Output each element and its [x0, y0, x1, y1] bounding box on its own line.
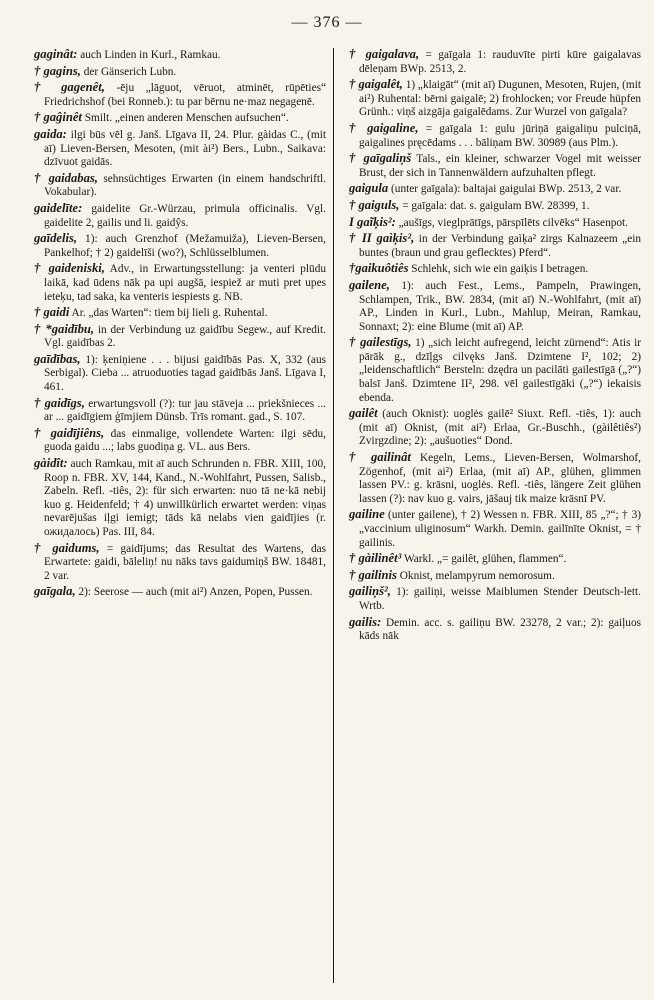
entry-definition: das einmalige, vollendete Warten: ilgi sēdu, guoda gaidu ...; labs guodiņa g. VL. aus Bers. — [44, 427, 326, 454]
entry-definition: erwartungsvoll (?): tur jau stāveja ... priekšnieces ... ar ... gaidīgiem ģīmjiem Dünsb. Trīs romant. gad., S. 107. — [44, 397, 326, 424]
dictionary-entry — [34, 232, 326, 260]
dictionary-entry — [349, 48, 641, 76]
entry-definition: Kegeln, Lems., Lieven-Bersen, Wolmarshof, Zögenhof, (mit ai²) Erlaa, (mit aī) AP., glühen, glimmen lassen PV.: g. krāsni, uoglės. Refl. -tiês, längere Zeit glühen lassen (?): nav kuo g. vairs, jāšauj tik maize krāsnī PV. — [359, 452, 641, 505]
entry-headword: † gailestīgs, — [349, 335, 412, 350]
entry-definition: ilgi būs vēl g. Janš. Līgava II, 24. Plur. gàidas C., (mit aī) Lieven-Bersen, Mesoten, (mit ài²) Bers., Lubn., Saikava: dzīvuot gaidās. — [44, 128, 326, 169]
entry-headword: † gaidi — [34, 305, 70, 320]
entry-headword: † gaigalêt, — [349, 77, 403, 92]
dictionary-entry — [34, 585, 326, 600]
entry-headword: gàidît: — [34, 456, 68, 471]
entry-headword: gailiņš², — [349, 584, 391, 599]
entry-headword: † gaideniski, — [34, 261, 105, 276]
entry-definition: Ar. „das Warten“: tiem bij lieli g. Ruhental. — [69, 307, 268, 320]
entry-headword: † gàilinêt³ — [349, 551, 402, 566]
entry-headword: † *gaidību, — [34, 321, 95, 336]
entry-headword: gaidelīte: — [34, 200, 83, 215]
dictionary-entry — [349, 569, 641, 584]
dictionary-entry — [349, 407, 641, 449]
entry-definition: 1): gailiņi, weisse Maiblumen Stender Deutsch-lett. Wrtb. — [359, 586, 641, 612]
entry-headword: I gaĩķis²: — [349, 214, 396, 229]
dictionary-entry — [34, 128, 326, 170]
entry-definition: der Gänserich Lubn. — [80, 65, 177, 78]
entry-headword: gailine — [349, 507, 385, 522]
entry-headword: † gagenêt, — [34, 80, 105, 95]
dictionary-entry — [349, 152, 641, 180]
right-column — [349, 48, 641, 646]
dictionary-entry — [34, 202, 326, 230]
entry-definition: = gaīgala 1: rauduvīte pirti kūre gaigalavas dēleņam BWp. 2513, 2. — [359, 49, 642, 75]
entry-definition: auch Linden in Kurl., Ramkau. — [77, 49, 221, 61]
entry-definition: (unter gailene), † 2) Wessen n. FBR. XIII, 85 „?“; † 3) „vaccinium uliginosum“ Warkh. Demin. gailīnīte Oknist, = † gailinis. — [359, 509, 641, 549]
entry-headword: † gaīgaliņš — [349, 151, 412, 166]
dictionary-entry — [34, 397, 326, 425]
entry-definition: (unter gaīgala): baltajai gaigulai BWp. 2513, 2 var. — [388, 183, 622, 196]
entry-definition: sehnsüchtiges Erwarten (in einem handschriftl. Vokabular). — [44, 172, 326, 199]
dictionary-entry — [349, 232, 641, 260]
dictionary-entry — [34, 306, 326, 321]
entry-definition: Schlehk, sich wie ein gaiķis I betragen. — [408, 263, 589, 276]
dictionary-entry — [349, 262, 641, 277]
entry-definition: 1): ķeniņiene . . . bijusi gaidībās Pas. X, 332 (aus Serbigal). Cieba ... atruoduoties tagad gaidībās Janš. Līgava I, 461. — [44, 353, 326, 394]
page-number: — 376 — — [291, 14, 363, 31]
entry-headword: † gaigaline, — [349, 120, 419, 135]
entry-definition: 1) „klaigāt“ (mit aī) Dugunen, Mesoten, Rujen, (mit ai²) Ruhental: bērni gaigalē; 2) frohlocken; vor Freude hüpfen Grünh.: viņš aizgāja gaigalēdams. Zur Wurzel von gaīgala? — [359, 79, 641, 119]
entry-definition: Tals., ein kleiner, schwarzer Vogel mit weisser Brust, der sich in Tannenwäldern aufzuhalten pflegt. — [359, 153, 641, 179]
dictionary-entry — [34, 172, 326, 200]
dictionary-entry — [349, 585, 641, 613]
dictionary-entry — [34, 353, 326, 395]
dictionary-entry — [34, 457, 326, 540]
entry-definition: auch Ramkau, mit aī auch Schrunden n. FBR. XIII, 100, Roop n. FBR. XV, 144, Kand., N.-Wohlfahrt, Pussen, Salisb., Zabeln. Refl. -tiês, 2): für sich erwarten: nuo tā ne·kā nebij kuo g. Heidenfeld; † 4) unwillkürlich erwartet werden: viņas nevarējušas iļgi iemigt; tāds kā nelabs vien gaidījies (r. ожидалось) Pas. III, 84. — [44, 458, 326, 538]
entry-headword: gaīdelis, — [34, 231, 78, 246]
entry-definition: = gaidījums; das Resultat des Wartens, das Erwartete: gaidi, bāleliņ! nu nāks tavs gaidumiņš BW. 18481, 2 var. — [44, 542, 327, 582]
dictionary-entry — [34, 323, 326, 351]
entry-definition: 1): auch Grenzhof (Mežamuiža), Lieven-Bersen, Pankelhof; † 2) gaidelīši (wo?), Schlüsselblumen. — [44, 233, 326, 259]
dictionary-entry — [349, 279, 641, 334]
entry-definition: = gaīgala: dat. s. gaigulam BW. 28399, 1. — [399, 199, 590, 212]
dictionary-entry — [349, 199, 641, 214]
entry-headword: gaigula — [349, 181, 389, 196]
entry-headword: gaīdības, — [34, 351, 81, 366]
entry-definition: Warkl. „= gailêt, glühen, flammen“. — [401, 553, 567, 566]
entry-definition: Demin. acc. s. gailiņu BW. 23278, 2 var.; 2): gaiļuos kāds nāk — [359, 616, 641, 643]
entry-definition: gaidelite Gr.-Würzau, primula officinalis. Vgl. gaidelite 2, gailis und li. gaidŷs. — [44, 202, 326, 229]
entry-headword: † gaidīgs, — [34, 395, 85, 410]
entry-definition: Adv., in Erwartungsstellung: ja venteri plūdu laikā, kad ūdens nāk pa upi augšā, iespiež ar muti pret upes ieteķu, tad saka, ka venteris iespiests g. NB. — [44, 263, 326, 303]
dictionary-entry — [349, 552, 641, 567]
entry-headword: gaida: — [34, 126, 67, 141]
dictionary-entry — [34, 81, 326, 109]
dictionary-entry — [34, 48, 326, 63]
entry-definition: in der Verbindung gaìķa² zirgs Kalnazeem „ein buntes (braun und grau geflecktes) Pferd“. — [359, 233, 641, 259]
entry-headword: gaīgala, — [34, 584, 76, 599]
entry-definition: 1) „sich leicht aufregend, leicht zürnend“: Atis ir pārāk g., dzīļgs cilvęks Janš. Dzimtene I², 102; 2) „leidenschaftlich“ Bersteln: dzędra un pacilāti gailestīgā („?“) balsī Janš. Dzimtene II², 298. vēl gailestīgāki („?“) iekaisis ebenda. — [359, 337, 642, 404]
dictionary-entry — [349, 336, 641, 405]
dictionary-entry — [34, 262, 326, 304]
entry-definition: 1): auch Fest., Lems., Pampeln, Prawingen, Schlampen, Trik., BW. 2834, (mit aī) N.-Wohlfahrt, (mit aī) AP., Linden in Kurl., Lubn., Mahlup, Meiran, Ramkau, Sonnaxt; 2): eine Blume (mit aī) AP. — [359, 279, 641, 333]
entry-headword: † gaidījiêns, — [34, 425, 105, 440]
dictionary-entry — [349, 508, 641, 550]
entry-headword: † gaĝinêt — [34, 110, 82, 125]
left-column — [34, 48, 326, 602]
entry-headword: gaginât: — [34, 47, 78, 61]
entry-definition: (auch Oknist): uoglės gailē² Siuxt. Refl. -tiês, 1): auch (mit aī) Oknist, (mit ai²) Erlaa, Gr.-Buschh., (gàilêtiês²) Zvirgzdine; 2): „aušuoties“ Dond. — [359, 408, 641, 448]
entry-definition: „aušīgs, vieglprātīgs, pārspīlēts cilvēks“ Hasenpot. — [395, 216, 628, 229]
dictionary-entry — [349, 78, 641, 120]
column-divider — [333, 48, 334, 983]
dictionary-entry — [349, 122, 641, 150]
dictionary-entry — [349, 216, 641, 231]
entry-headword: † gagins, — [34, 63, 81, 78]
entry-headword: † gaigalava, — [349, 47, 420, 61]
entry-headword: † II gaìķis², — [349, 231, 415, 246]
dictionary-entry — [349, 182, 641, 197]
dictionary-entry — [349, 451, 641, 506]
entry-headword: † gailinât — [349, 450, 411, 465]
entry-definition: 2): Seerose — auch (mit ai²) Anzen, Popen, Pussen. — [75, 586, 313, 599]
entry-headword: †gaikuôtiês — [349, 261, 409, 276]
entry-headword: † gaiguls, — [349, 197, 400, 212]
dictionary-entry — [34, 111, 326, 126]
entry-headword: † gaidums, — [34, 540, 100, 555]
entry-headword: gailis: — [349, 614, 382, 629]
dictionary-entry — [34, 542, 326, 584]
dictionary-entry — [34, 65, 326, 80]
dictionary-entry — [349, 616, 641, 644]
entry-definition: Smilt. „einen anderen Menschen aufsuchen“. — [81, 112, 289, 125]
entry-definition: Oknist, melampyrum nemorosum. — [396, 569, 555, 582]
entry-headword: † gaidabas, — [34, 170, 98, 185]
entry-definition: = gaīgala 1: gulu jūriņā gaigaliņu pulciņā, gaigalines pręcēdams . . . bāliņam BW. 30989 (aus Plm.). — [359, 122, 641, 149]
entry-headword: † gailinis — [349, 567, 397, 582]
entry-headword: gailêt — [349, 406, 378, 421]
entry-definition: in der Verbindung uz gaidību Segew., auf Kredit. Vgl. gaidības 2. — [44, 323, 326, 350]
dictionary-entry — [34, 427, 326, 455]
entry-headword: gailene, — [349, 277, 390, 292]
entry-definition: -ēju „lāguot, vēruot, atminēt, rūpēties“ Friedrichshof (bei Ronneb.): tu par bērnu ne·maz negagenē. — [44, 82, 326, 108]
